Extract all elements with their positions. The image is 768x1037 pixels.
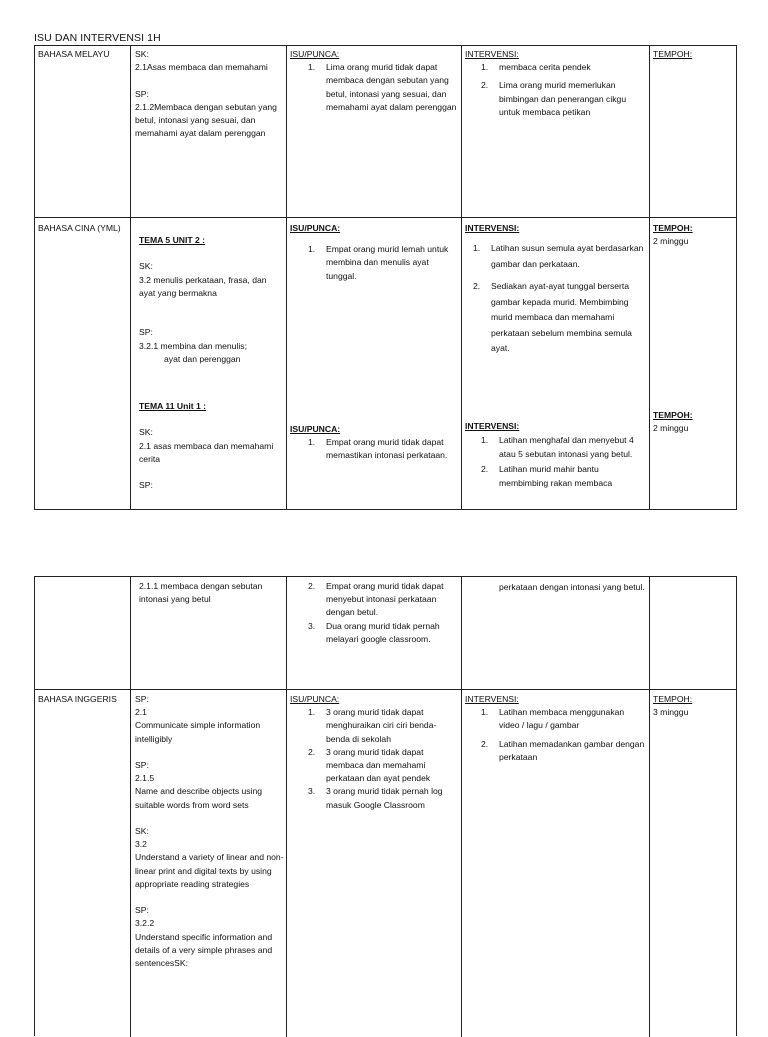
- list-item: 1. Empat orang murid lemah untuk membina dan menulis ayat tunggal.: [308, 244, 449, 281]
- bi-intervensi-cell: [465, 693, 647, 764]
- bc-tempoh-cell-1: [653, 222, 733, 248]
- bm-tempoh-label: TEMPOH:: [653, 49, 693, 59]
- cont-sp-text: 2.1.1 membaca dengan sebutan intonasi yang betul: [139, 581, 263, 605]
- list-item: 2. Lima orang murid memerlukan bimbingan dan penerangan cikgu untuk membaca petikan: [481, 80, 627, 117]
- list-item: 1. Latihan menghafal dan menyebut 4 atau 5 sebutan intonasi yang betul.: [481, 435, 634, 460]
- bc-intervensi-cell-1: [465, 222, 647, 357]
- bm-sk-label: SK:: [135, 49, 149, 59]
- bi-subject: BAHASA INGGERIS: [38, 694, 117, 704]
- bc-sk2-label: SK:: [139, 427, 153, 438]
- bm-intervensi-label: INTERVENSI:: [465, 49, 519, 59]
- bm-sp-label: SP:: [135, 88, 149, 99]
- bc-standard-cell: [139, 234, 284, 366]
- bc-int1-label: INTERVENSI:: [465, 223, 520, 233]
- list-item: 2. Latihan memadankan gambar dengan perkataan: [481, 738, 645, 762]
- list-item: 2. 3 orang murid tidak dapat membaca dan memahami perkataan dan ayat pendek: [308, 746, 431, 784]
- bc-sp1-label: SP:: [139, 327, 153, 338]
- bi-intervensi-label: INTERVENSI:: [465, 694, 519, 704]
- bc-sp1-text-2: ayat dan perenggan: [164, 353, 241, 364]
- bc-standard-cell-2: [139, 400, 284, 492]
- bc-isu2-label: ISU/PUNCA:: [290, 424, 341, 434]
- bi-tempoh-value: 3 minggu: [653, 707, 689, 718]
- bm-isu-label: ISU/PUNCA:: [290, 49, 340, 59]
- bm-sk-text: 2.1Asas membaca dan memahami: [135, 62, 268, 73]
- bi-isu-label: ISU/PUNCA:: [290, 694, 340, 704]
- bc-intervensi-cell-2: [465, 420, 647, 490]
- bc-sk2-text: 2.1 asas membaca dan memahami cerita: [139, 440, 276, 464]
- table-1: [34, 45, 737, 510]
- list-item: 2. Sediakan ayat-ayat tunggal berserta gambar kepada murid. Membimbing murid membaca dan memahami perkataan sebelum membina semula ayat.: [473, 281, 632, 354]
- bc-isu-cell-2: [290, 423, 458, 463]
- bi-standard-cell: SP: 2.1 Communicate simple information intelligibly SP: 2.1.5 Name and describe objects using suitable words from word sets SK: 3.2 Understand a variety of linear and non-linear print and digital texts by using appropriate reading strategies SP: 3.2.2 Understand specific information and details of a very simple phrases and sentencesSK:: [135, 694, 284, 969]
- bc-sp2-label: SP:: [139, 480, 153, 491]
- bc-isu1-label: ISU/PUNCA:: [290, 223, 341, 233]
- bc-tempoh2-label: TEMPOH:: [653, 410, 693, 420]
- bm-standard-cell: [135, 48, 283, 140]
- bm-intervensi-cell: [465, 48, 647, 119]
- bi-tempoh-label: TEMPOH:: [653, 694, 693, 704]
- bc-subject: BAHASA CINA (YML): [38, 223, 121, 233]
- list-item: 1. membaca cerita pendek: [481, 62, 591, 73]
- bc-sk1-text: 3.2 menulis perkataan, frasa, dan ayat yang bermakna: [139, 274, 269, 298]
- bm-sp-text: 2.1.2Membaca dengan sebutan yang betul, intonasi yang sesuai, dan memahami ayat dalam perenggan: [135, 101, 280, 139]
- list-item: 2. Empat orang murid tidak dapat menyebut intonasi perkataan dengan betul.: [308, 581, 444, 618]
- list-item: 3. Dua orang murid tidak pernah melayari google classroom.: [308, 620, 440, 644]
- list-item: 1. 3 orang murid tidak dapat menghuraikan ciri ciri benda-benda di sekolah: [308, 707, 437, 744]
- bc-tempoh1-label: TEMPOH:: [653, 223, 693, 233]
- bm-isu-cell: [290, 48, 458, 114]
- list-item: 1. Lima orang murid tidak dapat membaca dengan sebutan yang betul, intonasi yang sesuai, dan memahami ayat dalam perenggan: [308, 62, 457, 112]
- list-item: 3. 3 orang murid tidak pernah log masuk Google Classroom: [308, 786, 443, 810]
- bc-tempoh2-value: 2 minggu: [653, 423, 689, 434]
- bc-tema-1: TEMA 5 UNIT 2 :: [139, 235, 206, 245]
- bi-tempoh-cell: [653, 693, 733, 719]
- bc-tempoh-cell-2: [653, 409, 733, 435]
- cont-intervensi-text: perkataan dengan intonasi yang betul.: [499, 582, 645, 592]
- bc-sk1-label: SK:: [139, 261, 153, 272]
- bc-tema-2: TEMA 11 Unit 1 :: [139, 401, 207, 411]
- bc-int2-label: INTERVENSI:: [465, 421, 520, 431]
- cont-isu-cell: [290, 580, 458, 646]
- list-item: 1. Latihan susun semula ayat berdasarkan gambar dan perkataan.: [473, 243, 644, 269]
- bi-isu-cell: [290, 693, 458, 812]
- list-item: 1. Latihan membaca menggunakan video / lagu / gambar: [481, 707, 625, 731]
- bc-sp1-text: 3.2.1 membina dan menulis;: [139, 340, 247, 351]
- table-2: [34, 576, 737, 1036]
- list-item: 1. Empat orang murid tidak dapat memastikan intonasi perkataan.: [308, 437, 448, 461]
- bc-tempoh1-value: 2 minggu: [653, 236, 689, 247]
- bc-isu-cell-1: [290, 222, 458, 283]
- document-title: ISU DAN INTERVENSI 1H: [34, 32, 161, 44]
- bm-subject: BAHASA MELAYU: [38, 49, 110, 59]
- list-item: 2. Latihan murid mahir bantu membimbing rakan membaca: [481, 463, 613, 488]
